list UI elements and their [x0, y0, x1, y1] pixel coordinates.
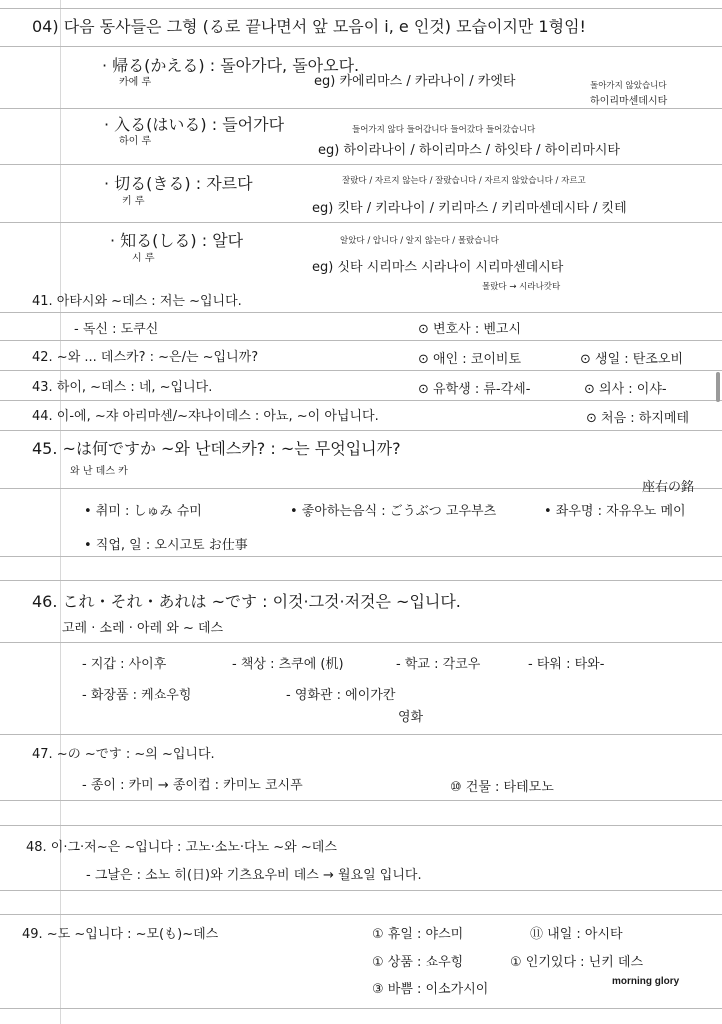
note-line-49: ⑩ 건물 : 타테모노 — [450, 780, 554, 795]
note-line-57: ③ 바쁨 : 이소가시이 — [372, 982, 489, 997]
note-line-9: 들어가지 않다 들어갑니다 들어갔다 들어갔습니다 — [352, 125, 536, 135]
note-line-6: 하이리마센데시타 — [590, 96, 668, 107]
note-line-38: 46. これ・それ・あれは ~です : 이것·그것·저것은 ~입니다. — [32, 592, 461, 611]
note-line-23: 42. ~와 ... 데스카? : ~은/는 ~입니까? — [32, 350, 259, 365]
note-line-55: ① 상품 : 쇼우힝 — [372, 955, 464, 970]
ruled-line — [0, 800, 722, 801]
note-line-11: · 切る(きる) : 자르다 — [104, 174, 253, 193]
note-line-42: - 학교 : 각코우 — [396, 657, 481, 672]
ruled-line — [0, 580, 722, 581]
brand-logo: morning glory — [612, 976, 680, 987]
note-line-34: • 취미 : しゅみ 슈미 — [84, 504, 202, 519]
ruled-line — [0, 222, 722, 223]
ruled-line — [0, 430, 722, 431]
ruled-line — [0, 108, 722, 109]
note-line-29: 44. 이-에, ~쟈 아리마센/~쟈나이데스 : 아뇨, ~이 아닙니다. — [32, 409, 379, 424]
ruled-line — [0, 312, 722, 313]
note-line-53: ① 휴일 : 야스미 — [372, 927, 464, 942]
note-line-48: - 종이 : 카미 → 종이컵 : 카미노 코시푸 — [82, 778, 303, 793]
note-line-7: · 入る(はいる) : 들어가다 — [104, 115, 285, 134]
note-line-52: 49. ~도 ~입니다 : ~모(も)~데스 — [22, 927, 219, 942]
note-line-51: - 그날은 : 소노 히(日)와 기츠요우비 데스 → 월요일 입니다. — [86, 868, 422, 883]
ruled-line — [0, 825, 722, 826]
note-line-21: - 독신 : 도쿠신 — [74, 322, 159, 337]
note-line-47: 47. ~の ~です : ~의 ~입니다. — [32, 747, 215, 762]
note-line-1: 04) 다음 동사들은 그형 (る로 끝나면서 앞 모음이 i, e 인것) 모습이지만 1형임! — [32, 17, 586, 36]
note-line-22: ⊙ 변호사 : 벤고시 — [418, 322, 522, 337]
ruled-line — [0, 890, 722, 891]
ruled-line — [0, 556, 722, 557]
note-line-25: ⊙ 생일 : 탄조오비 — [580, 352, 684, 367]
note-line-35: • 좋아하는음식 : ごうぶつ 고우부츠 — [290, 504, 497, 519]
note-line-16: 시 루 — [132, 253, 155, 264]
note-line-18: eg) 싯타 시리마스 시라나이 시리마센데시타 — [312, 260, 564, 275]
note-line-28: ⊙ 의사 : 이샤- — [584, 382, 667, 397]
note-line-2: · 帰る(かえる) : 돌아가다, 돌아오다. — [102, 56, 360, 75]
note-line-24: ⊙ 애인 : 코이비토 — [418, 352, 522, 367]
note-line-13: 잘랐다 / 자르지 않는다 / 잘랐습니다 / 자르지 않았습니다 / 자르고 — [342, 176, 586, 186]
scrollbar-thumb[interactable] — [716, 372, 720, 402]
note-line-8: 하이 루 — [119, 136, 152, 147]
note-line-36: • 좌우명 : 자유우노 메이 — [544, 504, 686, 519]
ruled-line — [0, 340, 722, 341]
note-line-45: - 영화관 : 에이가칸 — [286, 688, 396, 703]
ruled-line — [0, 164, 722, 165]
note-line-27: ⊙ 유학생 : 류-각세- — [418, 382, 531, 397]
note-line-39: 고레 · 소레 · 아레 와 ~ 데스 — [62, 621, 224, 636]
note-line-3: 카에 루 — [119, 77, 152, 88]
note-line-40: - 지갑 : 사이후 — [82, 657, 167, 672]
margin-line — [60, 0, 61, 1024]
ruled-line — [0, 46, 722, 47]
note-line-44: - 화장품 : 케쇼우힝 — [82, 688, 192, 703]
note-line-15: · 知る(しる) : 알다 — [110, 231, 244, 250]
ruled-line — [0, 8, 722, 9]
note-line-19: 몰랐다 → 시라나캇타 — [482, 282, 561, 292]
ruled-line — [0, 370, 722, 371]
note-line-26: 43. 하이, ~데스 : 네, ~입니다. — [32, 380, 213, 395]
note-line-30: ⊙ 처음 : 하지메테 — [586, 411, 690, 426]
note-line-20: 41. 아타시와 ~데스 : 저는 ~입니다. — [32, 294, 242, 309]
note-line-4: eg) 카에리마스 / 카라나이 / 카엣타 — [314, 74, 516, 89]
note-line-10: eg) 하이라나이 / 하이리마스 / 하잇타 / 하이리마시타 — [318, 143, 620, 158]
ruled-line — [0, 642, 722, 643]
note-line-46: 영화 — [398, 710, 424, 725]
note-line-14: eg) 킷타 / 키라나이 / 키리마스 / 키리마센데시타 / 킷테 — [312, 201, 627, 216]
ruled-line — [0, 400, 722, 401]
note-line-32: 와 난 데스 카 — [70, 466, 128, 477]
note-line-12: 키 루 — [122, 196, 145, 207]
note-line-37: • 직업, 일 : 오시고토 お仕事 — [84, 538, 248, 553]
ruled-line — [0, 1008, 722, 1009]
note-line-43: - 타워 : 타와- — [528, 657, 605, 672]
note-line-56: ① 인기있다 : 닌키 데스 — [510, 955, 644, 970]
note-line-41: - 책상 : 츠쿠에 (机) — [232, 657, 344, 672]
ruled-line — [0, 914, 722, 915]
note-line-17: 알았다 / 압니다 / 알지 않는다 / 몰랐습니다 — [340, 236, 499, 246]
note-line-50: 48. 이·그·저~은 ~입니다 : 고노·소노·다노 ~와 ~데스 — [26, 840, 337, 855]
note-line-54: ⑪ 내일 : 아시타 — [530, 927, 623, 942]
note-line-5: 돌아가지 않았습니다 — [590, 81, 667, 91]
note-line-31: 45. ~は何ですか ~와 난데스카? : ~는 무엇입니까? — [32, 439, 401, 458]
ruled-line — [0, 488, 722, 489]
note-line-33: 座右の銘 — [642, 480, 695, 495]
ruled-line — [0, 734, 722, 735]
